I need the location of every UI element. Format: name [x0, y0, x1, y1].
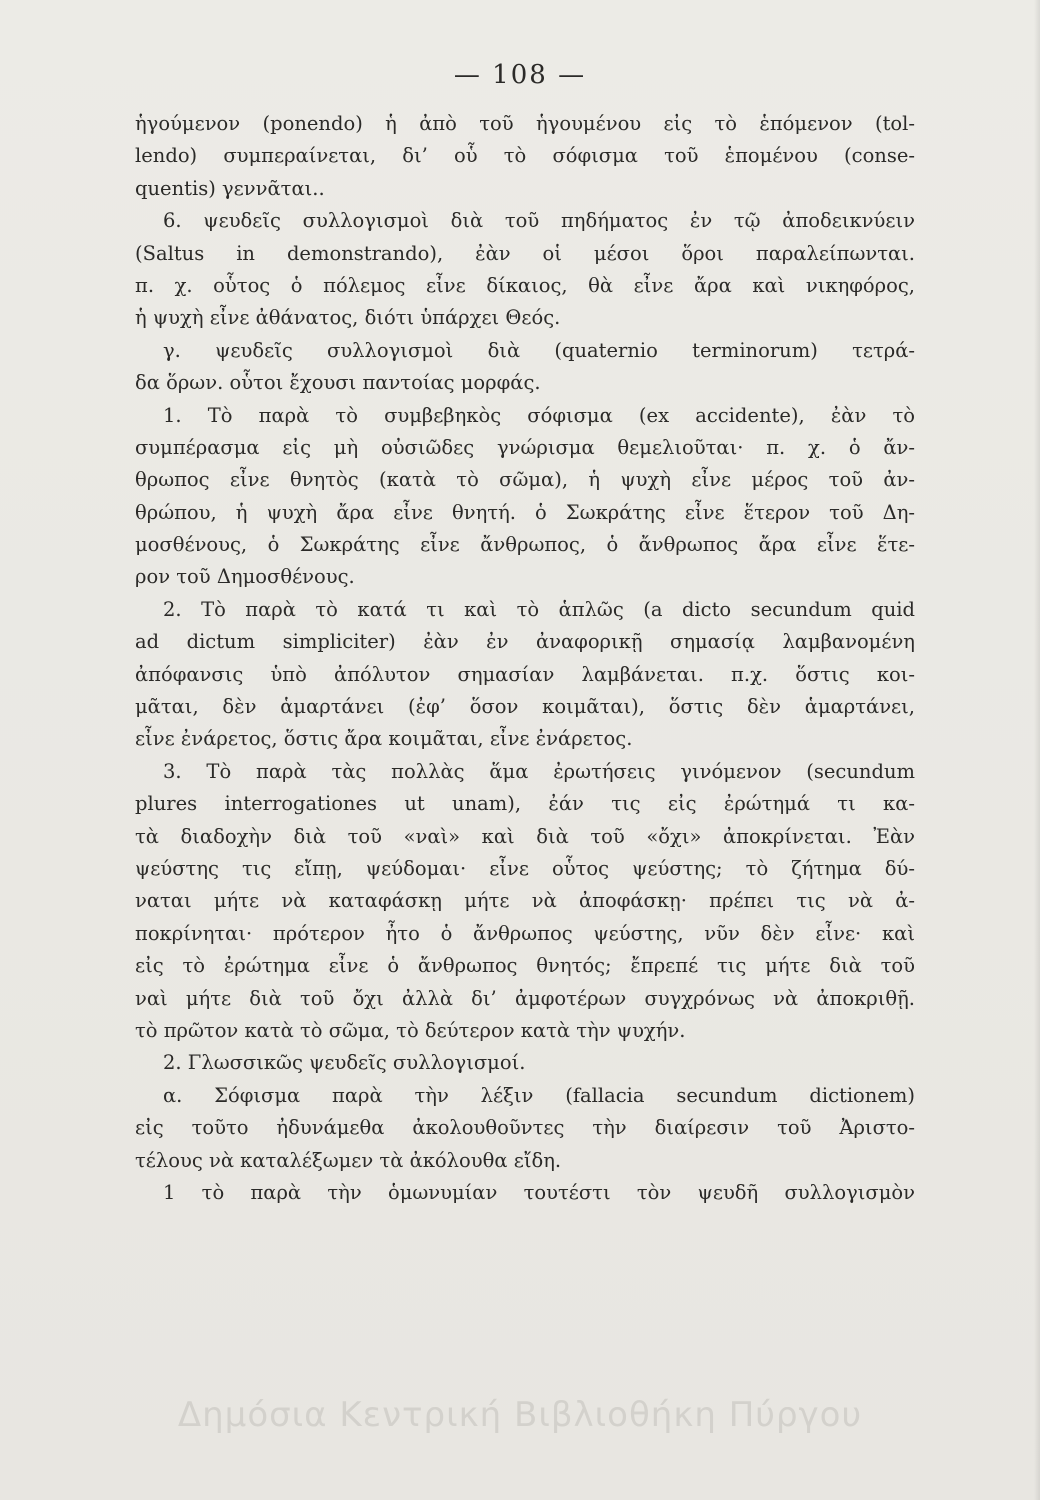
text-line: τέλους νὰ καταλέξωμεν τὰ ἀκόλουθα εἴδη. [135, 1148, 562, 1172]
text-line: ἀπόφανσις ὑπὸ ἀπόλυτον σημασίαν λαμβάνεται. π.χ. ὅστις κοι- [135, 662, 915, 686]
page-edge-shadow [1034, 0, 1040, 1500]
text-line: α. Σόφισμα παρὰ τὴν λέξιν (fallacia secundum dictionem) [163, 1083, 915, 1107]
text-line: ψεύστης τις εἴπῃ, ψεύδομαι· εἶνε οὗτος ψεύστης; τὸ ζήτημα δύ- [135, 856, 915, 880]
text-line: δα ὅρων. οὗτοι ἔχουσι παντοίας μορφάς. [135, 371, 541, 395]
text-line: συμπέρασμα εἰς μὴ οὐσιῶδες γνώρισμα θεμελιοῦται· π. χ. ὁ ἄν- [135, 435, 915, 459]
text-line: 1. Τὸ παρὰ τὸ συμβεβηκὸς σόφισμα (ex accidente), ἐὰν τὸ [163, 403, 915, 427]
body-text [135, 108, 915, 1209]
text-line: lendo) συμπεραίνεται, δι’ οὗ τὸ σόφισμα τοῦ ἑπομένου (conse- [135, 144, 915, 168]
text-line: θρώπου, ἡ ψυχὴ ἄρα εἶνε θνητή. ὁ Σωκράτης εἶνε ἕτερον τοῦ Δη- [135, 500, 915, 524]
text-line: θρωπος εἶνε θνητὸς (κατὰ τὸ σῶμα), ἡ ψυχὴ εἶνε μέρος τοῦ ἀν- [135, 468, 915, 492]
text-line: ad dictum simpliciter) ἐὰν ἐν ἀναφορικῇ σημασίᾳ λαμβανομένη [135, 630, 915, 654]
text-line: εἰς τὸ ἐρώτημα εἶνε ὁ ἄνθρωπος θνητός; ἔπρεπέ τις μήτε διὰ τοῦ [135, 954, 915, 978]
text-line: 2. Τὸ παρὰ τὸ κατά τι καὶ τὸ ἁπλῶς (a dicto secundum quid [163, 597, 915, 621]
library-watermark: Δημόσια Κεντρική Βιβλιοθήκη Πύργου [177, 1395, 863, 1435]
section-heading: 2. Γλωσσικῶς ψευδεῖς συλλογισμοί. [163, 1051, 526, 1075]
text-line: εἰς τοῦτο ἠδυνάμεθα ἀκολουθοῦντες τὴν διαίρεσιν τοῦ Ἀριστο- [135, 1116, 915, 1140]
text-line: quentis) γεννᾶται.. [135, 176, 325, 200]
text-line: γ. ψευδεῖς συλλογισμοὶ διὰ (quaternio terminorum) τετρά- [163, 338, 915, 362]
page-number: — 108 — [453, 60, 587, 90]
text-line: τὰ διαδοχὴν διὰ τοῦ «ναὶ» καὶ διὰ τοῦ «ὄχι» ἀποκρίνεται. Ἐὰν [135, 824, 915, 848]
text-line: (Saltus in demonstrando), ἐὰν οἱ μέσοι ὅροι παραλείπωνται. [135, 241, 915, 265]
text-line: ναὶ μήτε διὰ τοῦ ὄχι ἀλλὰ δι’ ἀμφοτέρων συγχρόνως νὰ ἀποκριθῇ. [135, 986, 915, 1010]
text-line: μᾶται, δὲν ἁμαρτάνει (ἐφ’ ὅσον κοιμᾶται), ὅστις δὲν ἁμαρτάνει, [135, 695, 915, 719]
text-line: π. χ. οὗτος ὁ πόλεμος εἶνε δίκαιος, θὰ εἶνε ἄρα καὶ νικηφόρος, [135, 273, 915, 297]
text-line: ἡ ψυχὴ εἶνε ἀθάνατος, διότι ὑπάρχει Θεός. [135, 306, 561, 330]
text-line: 6. ψευδεῖς συλλογισμοὶ διὰ τοῦ πηδήματος ἐν τῷ ἀποδεικνύειν [163, 209, 915, 233]
text-line: 3. Τὸ παρὰ τὰς πολλὰς ἅμα ἐρωτήσεις γινόμενον (secundum [163, 759, 915, 783]
text-line: ἡγούμενον (ponendo) ἡ ἀπὸ τοῦ ἡγουμένου εἰς τὸ ἑπόμενον (tol- [135, 112, 915, 135]
text-line: τὸ πρῶτον κατὰ τὸ σῶμα, τὸ δεύτερον κατὰ τὴν ψυχήν. [135, 1018, 686, 1042]
text-line: μοσθένους, ὁ Σωκράτης εἶνε ἄνθρωπος, ὁ ἄνθρωπος ἄρα εἶνε ἕτε- [135, 533, 915, 557]
text-line: ναται μήτε νὰ καταφάσκῃ μήτε νὰ ἀποφάσκῃ· πρέπει τις νὰ ἀ- [135, 889, 915, 913]
text-line: plures interrogationes ut unam), ἐάν τις εἰς ἐρώτημά τι κα- [135, 792, 915, 816]
text-line: ποκρίνηται· πρότερον ἦτο ὁ ἄνθρωπος ψεύστης, νῦν δὲν εἶνε· καὶ [135, 921, 915, 945]
text-line: εἶνε ἐνάρετος, ὅστις ἄρα κοιμᾶται, εἶνε ἐνάρετος. [135, 727, 633, 751]
text-line: 1 τὸ παρὰ τὴν ὁμωνυμίαν τουτέστι τὸν ψευδῆ συλλογισμὸν [163, 1180, 915, 1204]
text-line: ρον τοῦ Δημοσθένους. [135, 565, 355, 589]
